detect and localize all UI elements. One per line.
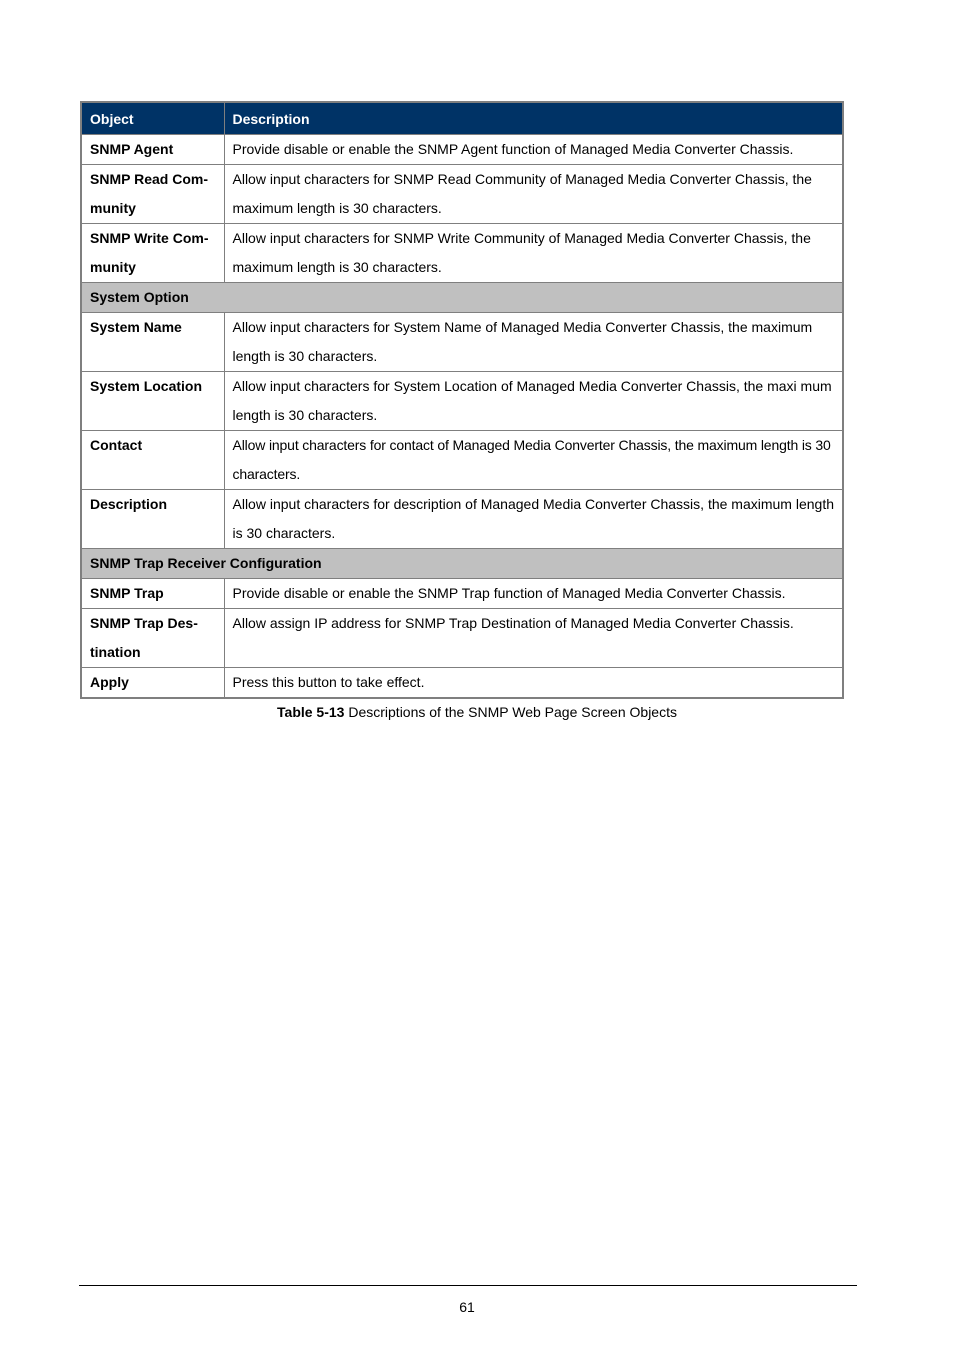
object-cell: System Location — [81, 372, 224, 431]
object-cell: Apply — [81, 668, 224, 699]
section-row-snmp-trap-receiver — [81, 549, 843, 579]
object-text: SNMP Trap Des- tination — [90, 615, 198, 660]
object-cell: System Name — [81, 313, 224, 372]
description-cell: Provide disable or enable the SNMP Trap function of Managed Media Converter Chassis. — [224, 579, 843, 609]
description-cell: Allow input characters for SNMP Read Community of Managed Media Converter Chassis, the maximum length is 30 characters. — [224, 165, 843, 224]
description-cell: Allow input characters for SNMP Write Community of Managed Media Converter Chassis, the maximum length is 30 characters. — [224, 224, 843, 283]
description-cell: Press this button to take effect. — [224, 668, 843, 699]
description-cell: Allow input characters for System Name of Managed Media Converter Chassis, the maximum length is 30 characters. — [224, 313, 843, 372]
header-object: Object — [81, 102, 224, 135]
table-row — [81, 490, 843, 549]
footer-divider — [79, 1285, 857, 1286]
table-header-row — [81, 102, 843, 135]
table-caption — [0, 703, 954, 721]
object-text: SNMP Read Com- munity — [90, 171, 208, 216]
object-cell: Description — [81, 490, 224, 549]
table-row — [81, 668, 843, 699]
section-row-system-option — [81, 283, 843, 313]
section-title: System Option — [81, 283, 843, 313]
table-row — [81, 313, 843, 372]
description-cell: Allow input characters for contact of Managed Media Converter Chassis, the maximum length is 30 characters. — [224, 431, 843, 490]
object-cell — [81, 224, 224, 283]
object-text: SNMP Write Com- munity — [90, 230, 209, 275]
table-row — [81, 165, 843, 224]
object-cell: Contact — [81, 431, 224, 490]
object-cell: SNMP Agent — [81, 135, 224, 165]
table-row — [81, 372, 843, 431]
page-number: 61 — [459, 1299, 475, 1315]
object-cell: SNMP Trap — [81, 579, 224, 609]
table-row — [81, 579, 843, 609]
description-cell: Allow assign IP address for SNMP Trap Destination of Managed Media Converter Chassis. — [224, 609, 843, 668]
caption-text: Descriptions of the SNMP Web Page Screen Objects — [344, 704, 677, 720]
object-cell — [81, 165, 224, 224]
table-row — [81, 135, 843, 165]
header-description: Description — [224, 102, 843, 135]
description-cell: Allow input characters for description of Managed Media Converter Chassis, the maximum length is 30 characters. — [224, 490, 843, 549]
caption-label: Table 5-13 — [277, 704, 345, 720]
table-row — [81, 609, 843, 668]
description-table — [80, 101, 844, 699]
table-row — [81, 224, 843, 283]
table-row — [81, 431, 843, 490]
description-cell: Allow input characters for System Location of Managed Media Converter Chassis, the maxi mum length is 30 characters. — [224, 372, 843, 431]
object-cell — [81, 609, 224, 668]
section-title: SNMP Trap Receiver Configuration — [81, 549, 843, 579]
description-cell: Provide disable or enable the SNMP Agent function of Managed Media Converter Chassis. — [224, 135, 843, 165]
